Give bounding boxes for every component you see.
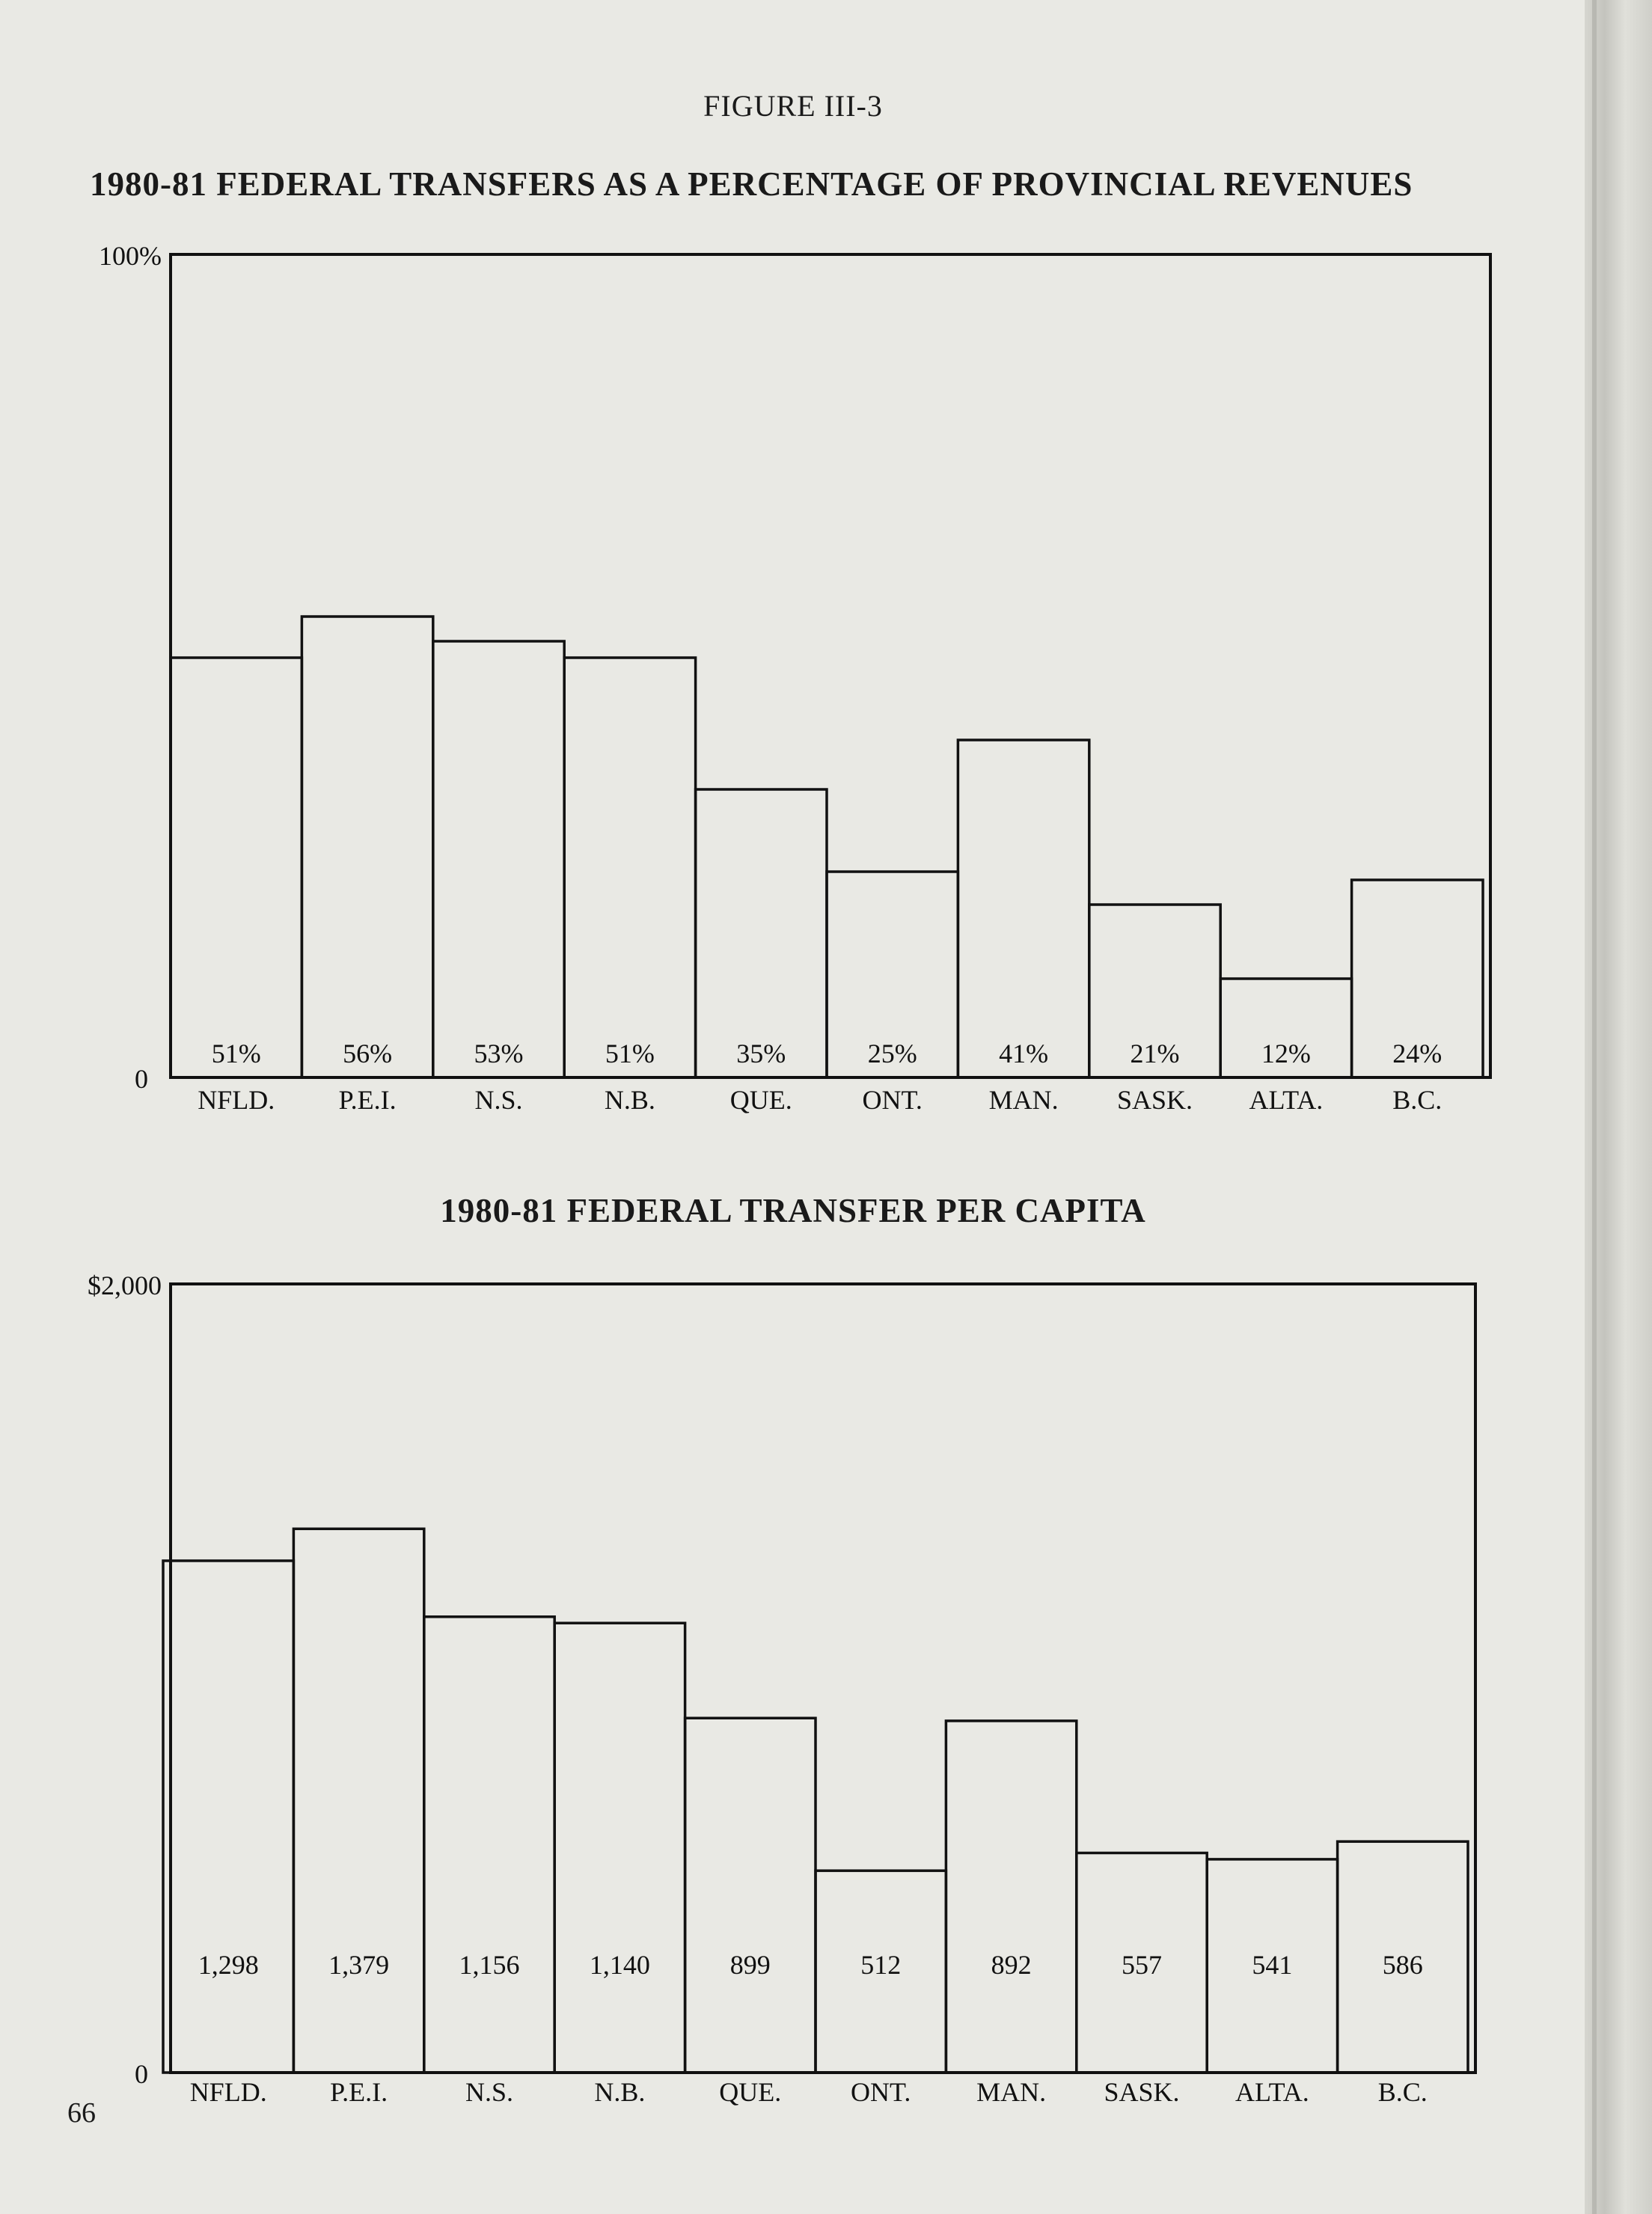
x-tick-label-b-c: B.C. <box>1392 1085 1443 1115</box>
chart-percentage-of-revenues <box>0 210 1586 1182</box>
x-tick-label-que: QUE. <box>729 1085 792 1115</box>
bar-p-e-i <box>293 1529 423 2073</box>
bar-nfld <box>171 658 302 1077</box>
data-label-n-b: 1,140 <box>589 1950 650 1980</box>
data-label-man: 892 <box>991 1950 1032 1980</box>
y-tick-label-zero: 0 <box>135 2059 148 2089</box>
x-tick-label-n-s: N.S. <box>465 2077 514 2107</box>
x-tick-label-man: MAN. <box>976 2077 1047 2107</box>
data-label-ont: 25% <box>867 1039 917 1068</box>
chart-title-per-capita: 1980-81 FEDERAL TRANSFER PER CAPITA <box>440 1192 1146 1229</box>
x-tick-label-b-c: B.C. <box>1377 2077 1428 2107</box>
data-label-n-b: 51% <box>605 1039 655 1068</box>
data-label-nfld: 1,298 <box>198 1950 259 1980</box>
data-label-sask: 21% <box>1130 1039 1180 1068</box>
chart-per-capita <box>0 1242 1586 2140</box>
x-tick-label-n-s: N.S. <box>474 1085 523 1115</box>
bar-que <box>685 1718 816 2073</box>
y-tick-label-max: $2,000 <box>88 1270 162 1300</box>
x-tick-label-sask: SASK. <box>1104 2077 1180 2107</box>
data-label-sask: 557 <box>1122 1950 1162 1980</box>
bar-n-s <box>433 641 564 1077</box>
x-tick-label-p-e-i: P.E.I. <box>330 2077 388 2107</box>
x-tick-label-man: MAN. <box>988 1085 1059 1115</box>
figure-label: FIGURE III-3 <box>703 89 883 123</box>
data-label-n-s: 1,156 <box>459 1950 520 1980</box>
y-tick-label-zero: 0 <box>135 1064 148 1094</box>
bar-p-e-i <box>302 617 432 1077</box>
bar-n-s <box>424 1617 554 2073</box>
x-tick-label-alta: ALTA. <box>1235 2077 1309 2107</box>
page-number: 66 <box>67 2097 96 2129</box>
bar-n-b <box>554 1623 685 2073</box>
page-fold <box>1592 0 1597 2214</box>
chart-title-percentage: 1980-81 FEDERAL TRANSFERS AS A PERCENTAGE OF PROVINCIAL REVENUES <box>90 165 1413 203</box>
data-label-n-s: 53% <box>474 1039 524 1068</box>
x-tick-label-p-e-i: P.E.I. <box>338 1085 397 1115</box>
x-tick-label-que: QUE. <box>719 2077 782 2107</box>
x-tick-label-ont: ONT. <box>862 1085 923 1115</box>
x-tick-label-sask: SASK. <box>1116 1085 1193 1115</box>
x-tick-label-n-b: N.B. <box>604 1085 655 1115</box>
bar-n-b <box>564 658 695 1077</box>
data-label-p-e-i: 1,379 <box>328 1950 390 1980</box>
data-label-alta: 541 <box>1252 1950 1293 1980</box>
plot-frame <box>171 254 1490 1077</box>
data-label-man: 41% <box>999 1039 1049 1068</box>
bar-nfld <box>163 1561 293 2073</box>
data-label-que: 35% <box>736 1039 786 1068</box>
bar-man <box>958 740 1089 1077</box>
x-tick-label-alta: ALTA. <box>1249 1085 1324 1115</box>
bar-que <box>696 789 827 1077</box>
data-label-ont: 512 <box>860 1950 902 1980</box>
data-label-alta: 12% <box>1261 1039 1311 1068</box>
data-label-p-e-i: 56% <box>343 1039 393 1068</box>
x-tick-label-ont: ONT. <box>851 2077 911 2107</box>
x-tick-label-nfld: NFLD. <box>198 1085 275 1115</box>
data-label-b-c: 586 <box>1382 1950 1423 1980</box>
x-tick-label-nfld: NFLD. <box>189 2077 267 2107</box>
x-tick-label-n-b: N.B. <box>594 2077 646 2107</box>
data-label-b-c: 24% <box>1392 1039 1443 1068</box>
data-label-nfld: 51% <box>211 1039 261 1068</box>
bar-man <box>946 1721 1076 2073</box>
data-label-que: 899 <box>729 1950 771 1980</box>
y-tick-label-max: 100% <box>99 241 162 271</box>
